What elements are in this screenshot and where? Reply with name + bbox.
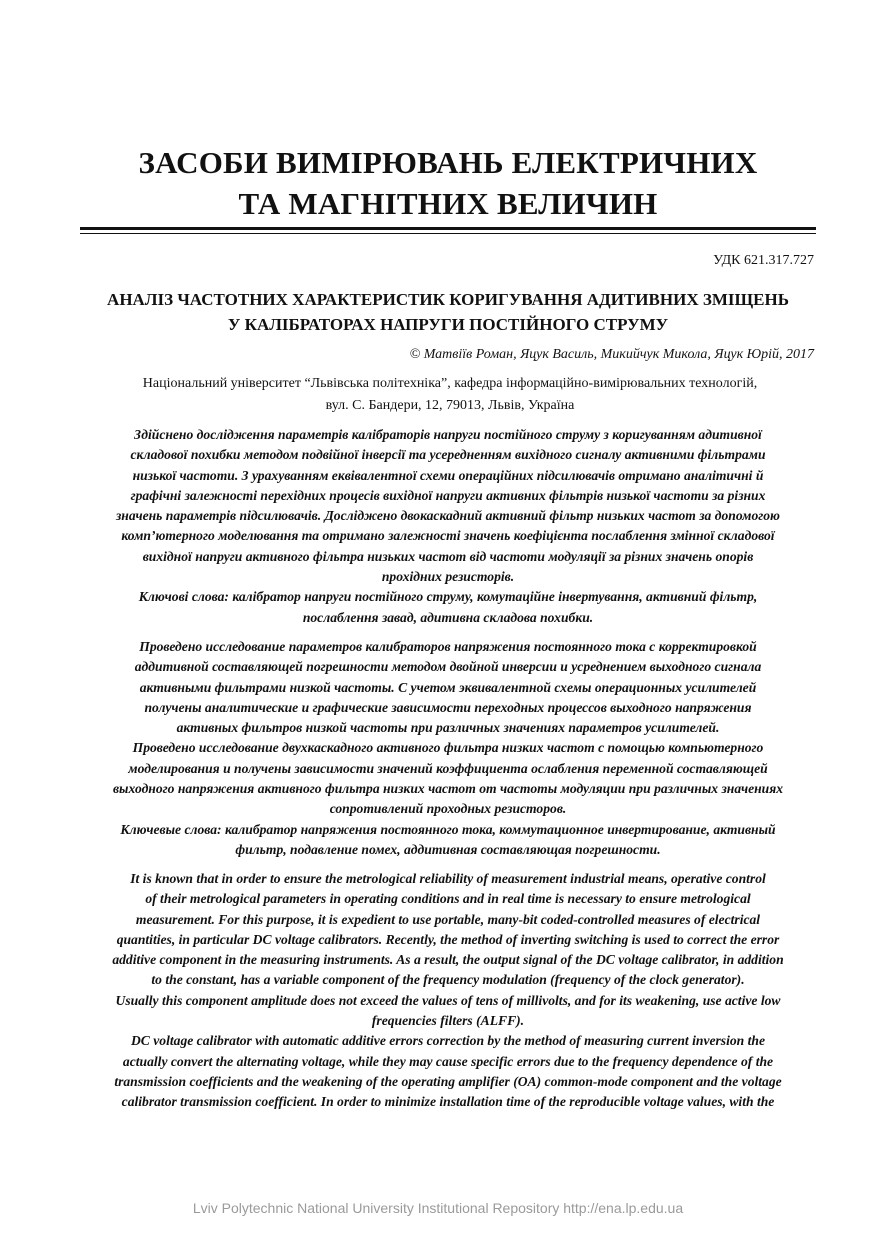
article-title-line-2: У КАЛІБРАТОРАХ НАПРУГИ ПОСТІЙНОГО СТРУМУ <box>227 315 669 334</box>
section-title-line-1: ЗАСОБИ ВИМІРЮВАНЬ ЕЛЕКТРИЧНИХ <box>138 145 758 180</box>
authors: © Матвіїв Роман, Яцук Василь, Микийчук Микола, Яцук Юрій, 2017 <box>409 347 814 362</box>
abstract-line: measurement. For this purpose, it is expedient to use portable, many-bit coded-controlled measures of electrical <box>135 911 761 927</box>
abstract-line: значень параметрів підсилювачів. Досліджено двокаскадний активний фільтр низьких частот за допомогою <box>116 508 780 524</box>
abstract-line: DC voltage calibrator with automatic additive errors correction by the method of measuring current inversion the <box>130 1033 765 1049</box>
abstract-line: Проведено исследование двухкаскадного активного фильтра низких частот с помощью компьютерного <box>132 740 764 756</box>
abstract-uk <box>78 425 818 628</box>
affiliation-line-2: вул. С. Бандери, 12, 79013, Львів, Україна <box>325 398 575 413</box>
abstract-line: calibrator transmission coefficient. In order to minimize installation time of the reproducible voltage values, with the <box>121 1094 775 1110</box>
abstract-en <box>78 869 818 1113</box>
abstract-line: сопротивлений проходных резисторов. <box>329 801 567 817</box>
abstract-line: комп’ютерного моделювання та отримано залежності значень коефіцієнта послаблення змінної складової <box>121 528 775 544</box>
abstract-line: активных фильтров низкой частоты при различных значениях параметров усилителей. <box>176 720 720 736</box>
keywords-line: Ключевые слова: калибратор напряжения постоянного тока, коммутационное инвертирование, активный <box>120 821 776 837</box>
article-title-line-1: АНАЛІЗ ЧАСТОТНИХ ХАРАКТЕРИСТИК КОРИГУВАННЯ АДИТИВНИХ ЗМІЩЕНЬ <box>107 290 789 309</box>
abstract-line: quantities, in particular DC voltage calibrators. Recently, the method of inverting switching is used to correct the error <box>116 931 780 947</box>
abstract-line: additive component in the measuring instruments. As a result, the output signal of the DC voltage calibrator, in addition <box>112 952 784 968</box>
abstract-line: frequencies filters (ALFF). <box>371 1013 525 1029</box>
abstract-line: графічні залежності перехідних процесів вихідної напруги активних фільтрів низької частоти за різних <box>130 487 766 503</box>
abstract-line: Здійснено дослідження параметрів калібраторів напруги постійного струму з коригуванням адитивної <box>134 427 762 442</box>
abstract-line: to the constant, has a variable component of the frequency modulation (frequency of the clock generator). <box>151 972 745 988</box>
abstract-line: низької частоти. З урахуванням еквівалентної схеми операційних підсилювачів отримано аналітичні й <box>132 467 764 483</box>
header-rule-thick <box>80 227 816 230</box>
abstract-line: Проведено исследование параметров калибраторов напряжения постоянного тока с корректировкой <box>139 639 757 654</box>
repository-footer: Lviv Polytechnic National University Institutional Repository http://ena.lp.edu.ua <box>192 1200 684 1216</box>
abstract-line: активными фильтрами низкой частоты. С учетом эквивалентной схемы операционных усилителей <box>139 679 757 695</box>
abstract-line: actually convert the alternating voltage, while they may cause specific errors due to the frequency dependence of the <box>122 1053 774 1069</box>
header-rule-thin <box>80 233 816 234</box>
abstract-line: It is known that in order to ensure the metrological reliability of measurement industrial means, operative control <box>130 871 766 886</box>
abstract-line: прохідних резисторів. <box>381 569 515 585</box>
abstract-line: моделирования и получены зависимости значений коэффициента ослабления переменной составляющей <box>128 760 768 776</box>
abstract-line: аддитивной составляющей погрешности методом двойной инверсии и усреднением выходного сигнала <box>134 659 762 675</box>
abstract-line: Usually this component amplitude does not exceed the values of tens of millivolts, and for its weakening, use active low <box>115 992 781 1008</box>
keywords-line: фильтр, подавление помех, аддитивная составляющая погрешности. <box>235 841 661 857</box>
udc-code: УДК 621.317.727 <box>713 253 814 268</box>
affiliation-line-1: Національний університет “Львівська політехніка”, кафедра інформаційно-вимірювальних технологій, <box>142 376 758 391</box>
abstract-line: of their metrological parameters in operating conditions and in real time is necessary to ensure metrological <box>145 891 751 907</box>
abstract-line: получены аналитические и графические зависимости переходных процессов выходного напряжения <box>144 699 752 715</box>
abstract-line: складової похибки методом подвійної інверсії та усередненням вихідного сигналу активними фільтрами <box>130 447 766 463</box>
keywords-line: Ключові слова: калібратор напруги постійного струму, комутаційне інвертування, активний фільтр, <box>138 589 758 605</box>
abstract-line: вихідної напруги активного фільтра низьких частот від частоти модуляції за різних значень опорів <box>142 548 754 564</box>
section-title-line-2: ТА МАГНІТНИХ ВЕЛИЧИН <box>238 186 658 221</box>
abstract-line: transmission coefficients and the weakening of the operating amplifier (OA) common-mode component and the voltage <box>114 1073 782 1089</box>
abstract-line: выходного напряжения активного фильтра низких частот от частоты модуляции при различных значениях <box>112 781 784 797</box>
abstract-ru <box>78 637 818 860</box>
keywords-line: послаблення завад, адитивна складова похибки. <box>302 609 594 625</box>
